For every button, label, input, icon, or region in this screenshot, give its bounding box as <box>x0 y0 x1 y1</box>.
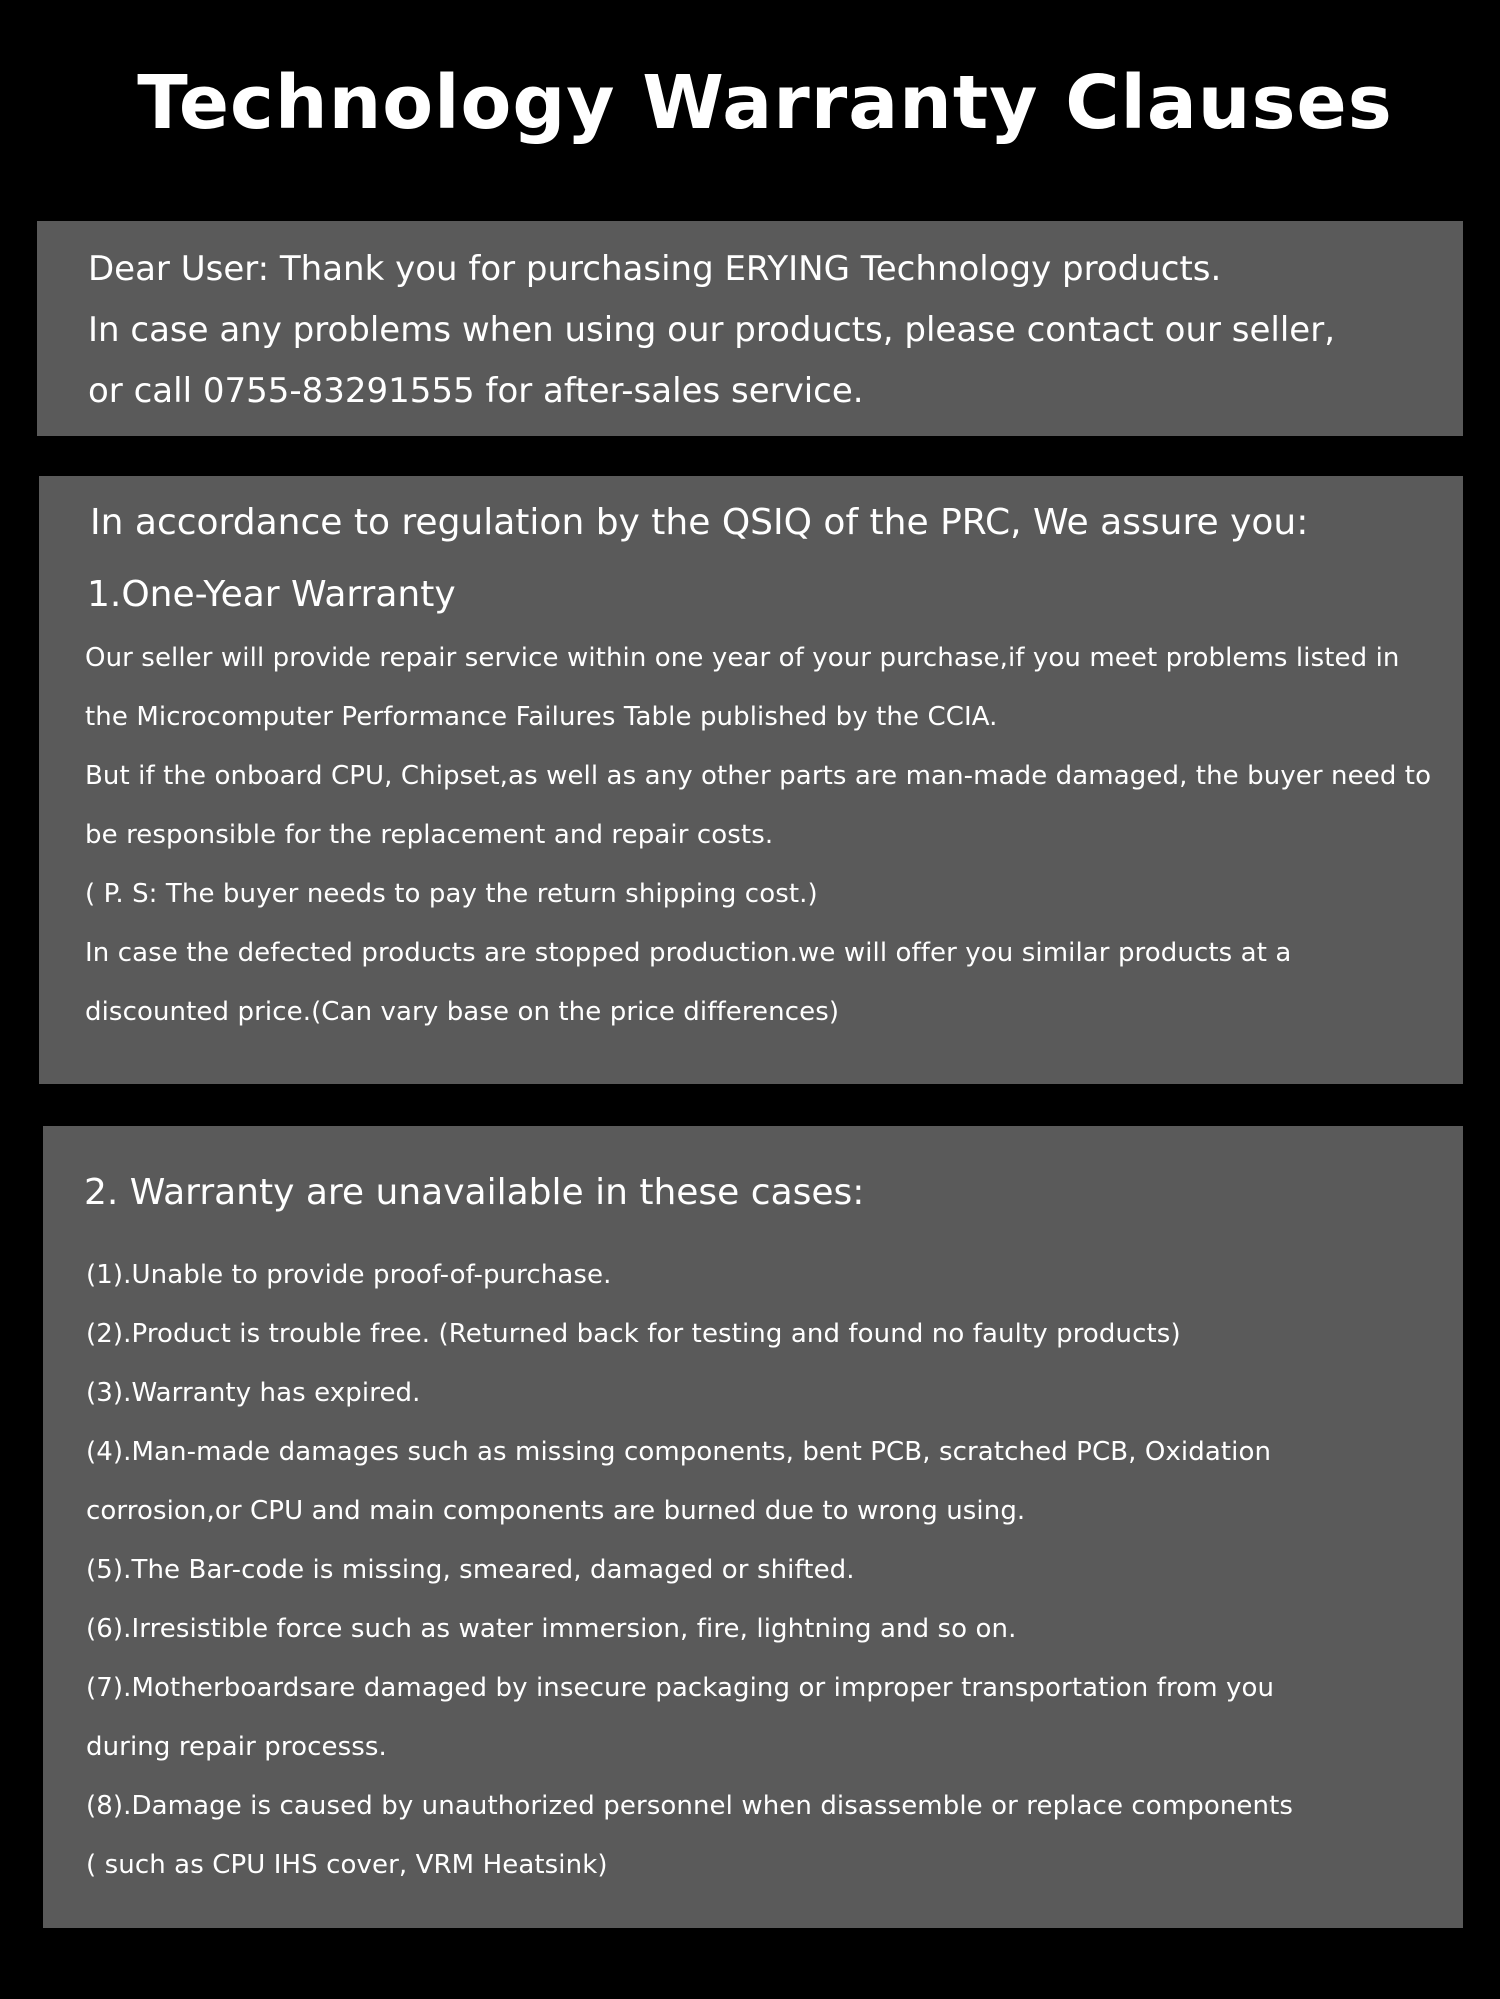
assurance-line: discounted price.(Can vary base on the price differences) <box>85 997 840 1027</box>
exclusion-item: (4).Man-made damages such as missing components, bent PCB, scratched PCB, Oxidation <box>86 1437 1272 1467</box>
exclusion-item: (7).Motherboardsare damaged by insecure packaging or improper transportation from you <box>86 1673 1275 1703</box>
exclusion-item: (2).Product is trouble free. (Returned back for testing and found no faulty products) <box>86 1319 1181 1349</box>
greeting-line: or call 0755-83291555 for after-sales service. <box>88 371 864 411</box>
exclusions-list <box>86 1246 1293 1895</box>
exclusion-item: (6).Irresistible force such as water immersion, fire, lightning and so on. <box>86 1614 1017 1644</box>
exclusion-item: (8).Damage is caused by unauthorized personnel when disassemble or replace components <box>86 1791 1294 1821</box>
page-title: Technology Warranty Clauses <box>137 60 1393 146</box>
assurance-intro: In accordance to regulation by the QSIQ of the PRC, We assure you: <box>90 502 1309 543</box>
exclusion-item: (3).Warranty has expired. <box>86 1378 421 1408</box>
exclusion-item: ( such as CPU IHS cover, VRM Heatsink) <box>86 1850 608 1880</box>
assurance-text <box>85 629 1431 1042</box>
exclusions-panel <box>43 1126 1463 1928</box>
assurance-line: be responsible for the replacement and repair costs. <box>85 820 774 850</box>
assurance-line: But if the onboard CPU, Chipset,as well as any other parts are man-made damaged, the buyer need to <box>85 761 1432 791</box>
exclusion-item: corrosion,or CPU and main components are burned due to wrong using. <box>86 1496 1026 1526</box>
exclusions-heading: 2. Warranty are unavailable in these cases: <box>84 1172 865 1213</box>
assurance-line: ( P. S: The buyer needs to pay the return shipping cost.) <box>85 879 818 909</box>
exclusion-item: (5).The Bar-code is missing, smeared, damaged or shifted. <box>86 1555 855 1585</box>
greeting-panel <box>37 221 1463 436</box>
assurance-panel <box>39 476 1463 1084</box>
assurance-line: In case the defected products are stopped production.we will offer you similar products at a <box>85 938 1292 968</box>
one-year-warranty-heading: 1.One-Year Warranty <box>87 574 456 615</box>
greeting-line: In case any problems when using our products, please contact our seller, <box>88 310 1336 350</box>
exclusion-item: (1).Unable to provide proof-of-purchase. <box>86 1260 612 1290</box>
assurance-line: the Microcomputer Performance Failures Table published by the CCIA. <box>85 702 998 732</box>
exclusion-item: during repair processs. <box>86 1732 387 1762</box>
greeting-line: Dear User: Thank you for purchasing ERYING Technology products. <box>88 249 1222 289</box>
assurance-line: Our seller will provide repair service within one year of your purchase,if you meet problems listed in <box>85 643 1400 673</box>
